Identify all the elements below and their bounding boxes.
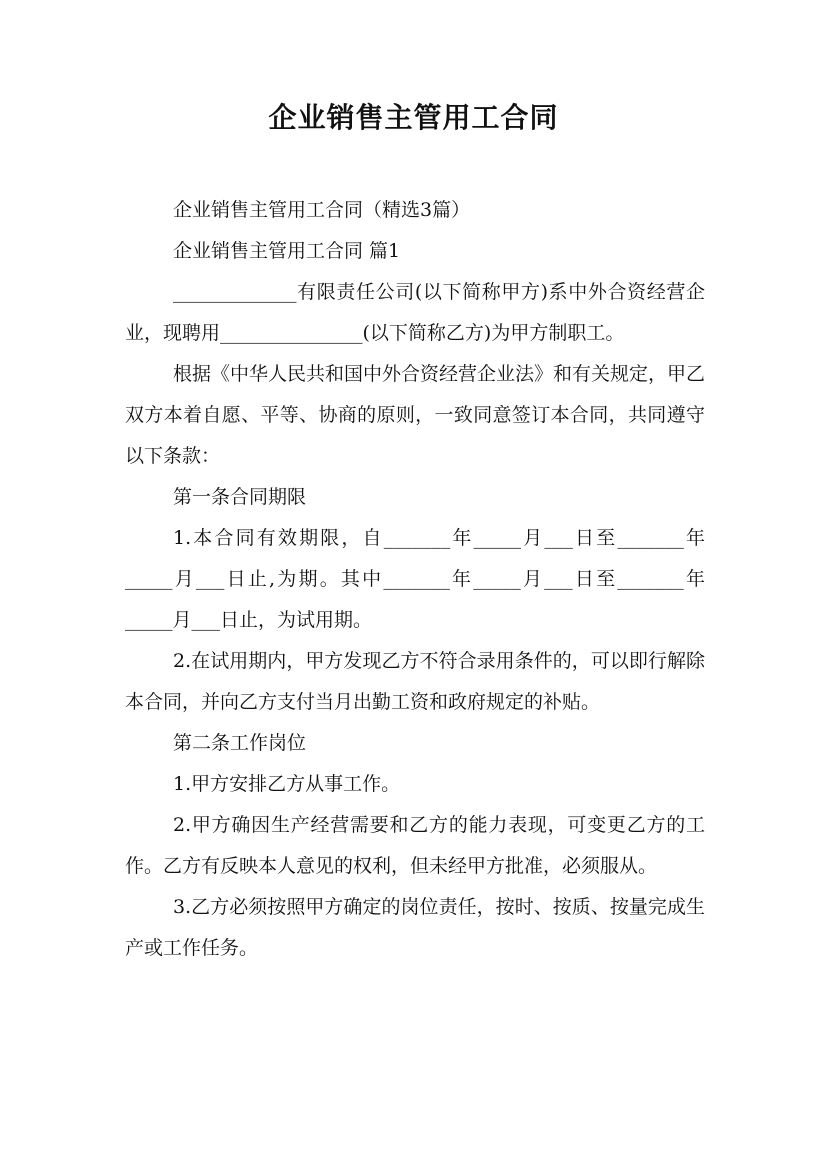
paragraph: 第一条合同期限 bbox=[173, 486, 307, 508]
paragraph: 2.甲方确因生产经营需要和乙方的能力表现，可变更乙方的工作。乙方有反映本人意见的权利，但未经甲方批准，必须服从。 bbox=[125, 814, 705, 877]
paragraph: _____________有限责任公司(以下简称甲方)系中外合资经营企业，现聘用_______________(以下简称乙方)为甲方制职工。 bbox=[125, 281, 705, 344]
paragraph: 第二条工作岗位 bbox=[173, 732, 307, 754]
paragraph: 企业销售主管用工合同 篇1 bbox=[173, 240, 401, 262]
paragraph: 企业销售主管用工合同（精选3篇） bbox=[173, 199, 471, 221]
document-body bbox=[125, 190, 705, 969]
paragraph: 2.在试用期内，甲方发现乙方不符合录用条件的，可以即行解除本合同，并向乙方支付当月出勤工资和政府规定的补贴。 bbox=[125, 650, 705, 713]
paragraph: 3.乙方必须按照甲方确定的岗位责任，按时、按质、按量完成生产或工作任务。 bbox=[125, 896, 705, 959]
paragraph: 1.本合同有效期限，自_______年_____月___日至_______年_____月___日止,为期。其中_______年_____月___日至_______年_____月___日止，为试用期。 bbox=[125, 527, 705, 631]
document-title: 企业销售主管用工合同 bbox=[268, 101, 559, 134]
paragraph: 1.甲方安排乙方从事工作。 bbox=[173, 773, 401, 795]
paragraph: 根据《中华人民共和国中外合资经营企业法》和有关规定，甲乙双方本着自愿、平等、协商的原则，一致同意签订本合同，共同遵守以下条款： bbox=[125, 363, 706, 467]
